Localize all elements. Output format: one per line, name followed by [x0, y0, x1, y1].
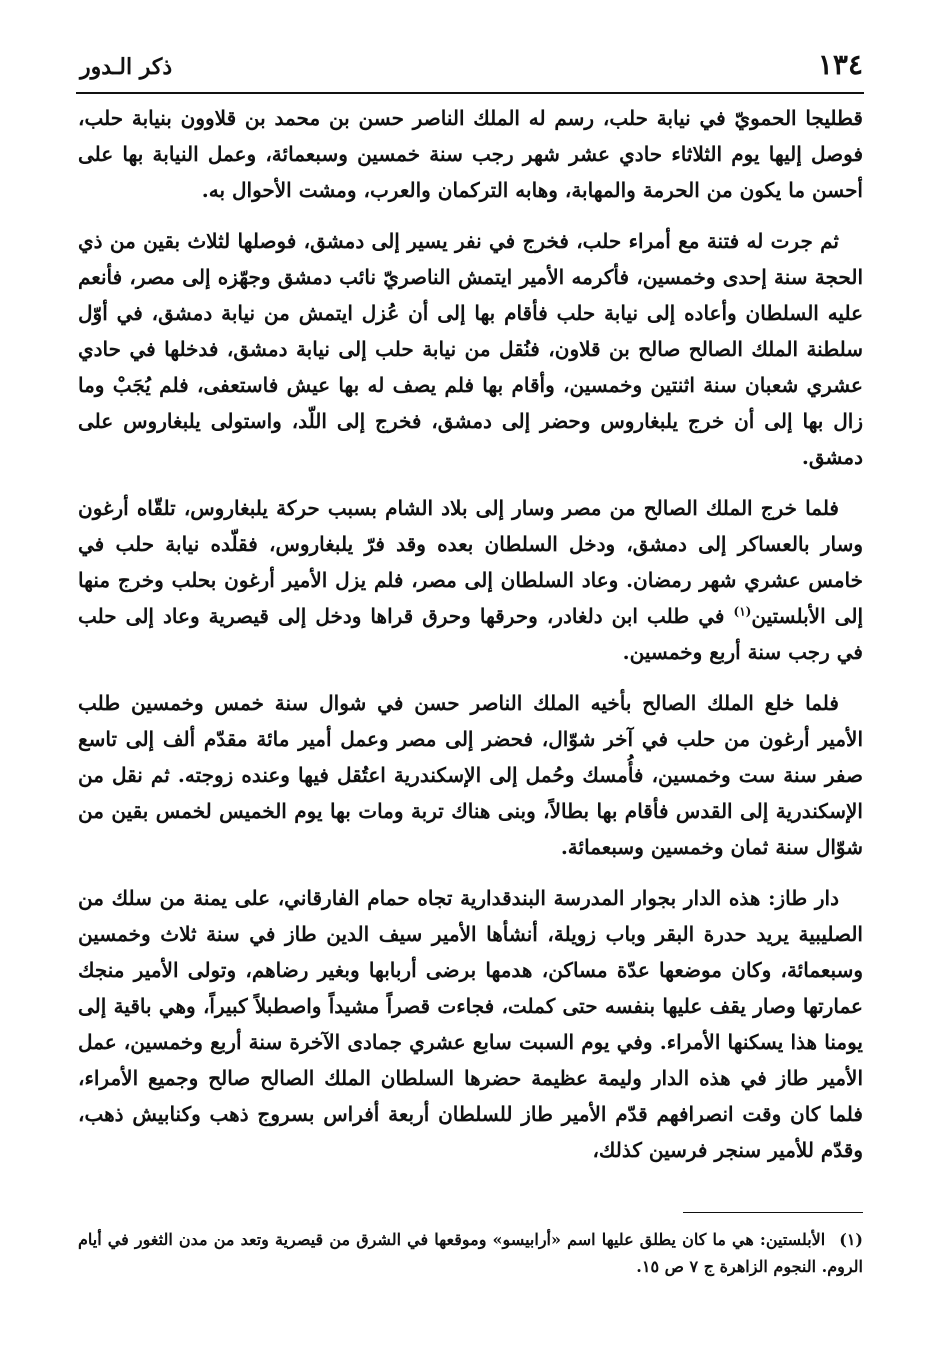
- paragraph-5: دار طاز: هذه الدار بجوار المدرسة البندقدارية تجاه حمام الفارقاني، على يمنة من سلك من الصليبية يريد حدرة البقر وباب زويلة، أنشأها الأمير سيف الدين طاز في سنة ثلاث وخمسين وسبعمائة، وكان موضعها عدّة مساكن، هدمها برضى أربابها وبغير رضاهم، وتولى الأمير منجك عمارتها وصار يقف عليها بنفسه حتى كملت، فجاءت قصراً مشيداً واصطبلاً كبيراً، وهي باقية إلى يومنا هذا يسكنها الأمراء. وفي يوم السبت سابع عشري جمادى الآخرة سنة أربع وخمسين، عمل الأمير طاز في هذه الدار وليمة عظيمة حضرها السلطان الملك الصالح صالح وجميع الأمراء، فلما كان وقت انصرافهم قدّم الأمير طاز للسلطان أربعة أفراس بسروج ذهب وكنابيش ذهب، وقدّم للأمير سنجر فرسين كذلك،: [78, 886, 863, 1162]
- footnote-marker: (١): [839, 1230, 863, 1249]
- paragraph-1: قطليجا الحمويّ في نيابة حلب، رسم له الملك الناصر حسن بن محمد بن قلاوون بنيابة حلب، فوصل إليها يوم الثلاثاء حادي عشر شهر رجب سنة خمسين وسبعمائة، وعمل النيابة بها على أحسن ما يكون من الحرمة والمهابة، وهابه التركمان والعرب، ومشت الأحوال به.: [78, 106, 864, 202]
- footnote-text: الأبلستين: هي ما كان يطلق عليها اسم «أرابيسو» وموقعها في الشرق من قيصرية وتعد من مدن الثغور في أيام الروم. النجوم الزاهرة ج ٧ ص ١٥.: [78, 1230, 863, 1276]
- page-header: [78, 48, 863, 88]
- paragraph-3: [78, 490, 863, 670]
- footnote-reference[interactable]: (١): [733, 604, 752, 619]
- running-title: ذكر الـدور: [80, 54, 173, 80]
- page-number: ١٣٤: [817, 48, 863, 81]
- footnote-rule: [683, 1212, 863, 1213]
- paragraph-3-head: فلما خرج الملك الصالح من مصر وسار إلى بلاد الشام بسبب حركة يلبغاروس، تلقّاه أرغون وسار بالعساكر إلى دمشق، ودخل السلطان بعده وقد فرّ يلبغاروس، فقلّده نيابة حلب في خامس عشري شهر رمضان. وعاد السلطان إلى مصر، فلم يزل الأمير أرغون بحلب وخرج منها إلى الأبلستين: [78, 496, 864, 628]
- paragraph-3-tail: في طلب ابن دلغادر، وحرقها وحرق قراها ودخل إلى قيصرية وعاد إلى حلب في رجب سنة أربع وخمسين.: [78, 604, 863, 664]
- header-rule: [76, 92, 864, 94]
- paragraph-2: ثم جرت له فتنة مع أمراء حلب، فخرج في نفر يسير إلى دمشق، فوصلها لثلاث بقين من ذي الحجة سنة إحدى وخمسين، فأكرمه الأمير ايتمش الناصريّ نائب دمشق وجهّزه إلى مصر، فأنعم عليه السلطان وأعاده إلى نيابة حلب فأقام بها إلى أن عُزل ايتمش من نيابة دمشق، في أوّل سلطنة الملك الصالح صالح بن قلاون، فنُقل من نيابة حلب إلى نيابة دمشق، فدخلها في حادي عشري شعبان سنة اثنتين وخمسين، وأقام بها فلم يصف له بها عيش فاستعفى، فلم يُجَبْ وما زال بها إلى أن خرج يلبغاروس وحضر إلى دمشق، فخرج إلى اللّد، واستولى يلبغاروس على دمشق.: [78, 229, 863, 469]
- paragraph-4: فلما خلع الملك الصالح بأخيه الملك الناصر حسن في شوال سنة خمس وخمسين طلب الأمير أرغون من حلب في آخر شوّال، فحضر إلى مصر وعمل أمير مائة مقدّم ألف إلى تاسع صفر سنة ست وخمسين، فأُمسك وحُمل إلى الإسكندرية اعتُقل فيها وعنده زوجته. ثم نقل من الإسكندرية إلى القدس فأقام بها بطالاً، وبنى هناك تربة ومات بها يوم الخميس لخمس بقين من شوّال سنة ثمان وخمسين وسبعمائة.: [78, 691, 863, 859]
- main-text: [78, 100, 863, 1183]
- footnote: [78, 1226, 863, 1280]
